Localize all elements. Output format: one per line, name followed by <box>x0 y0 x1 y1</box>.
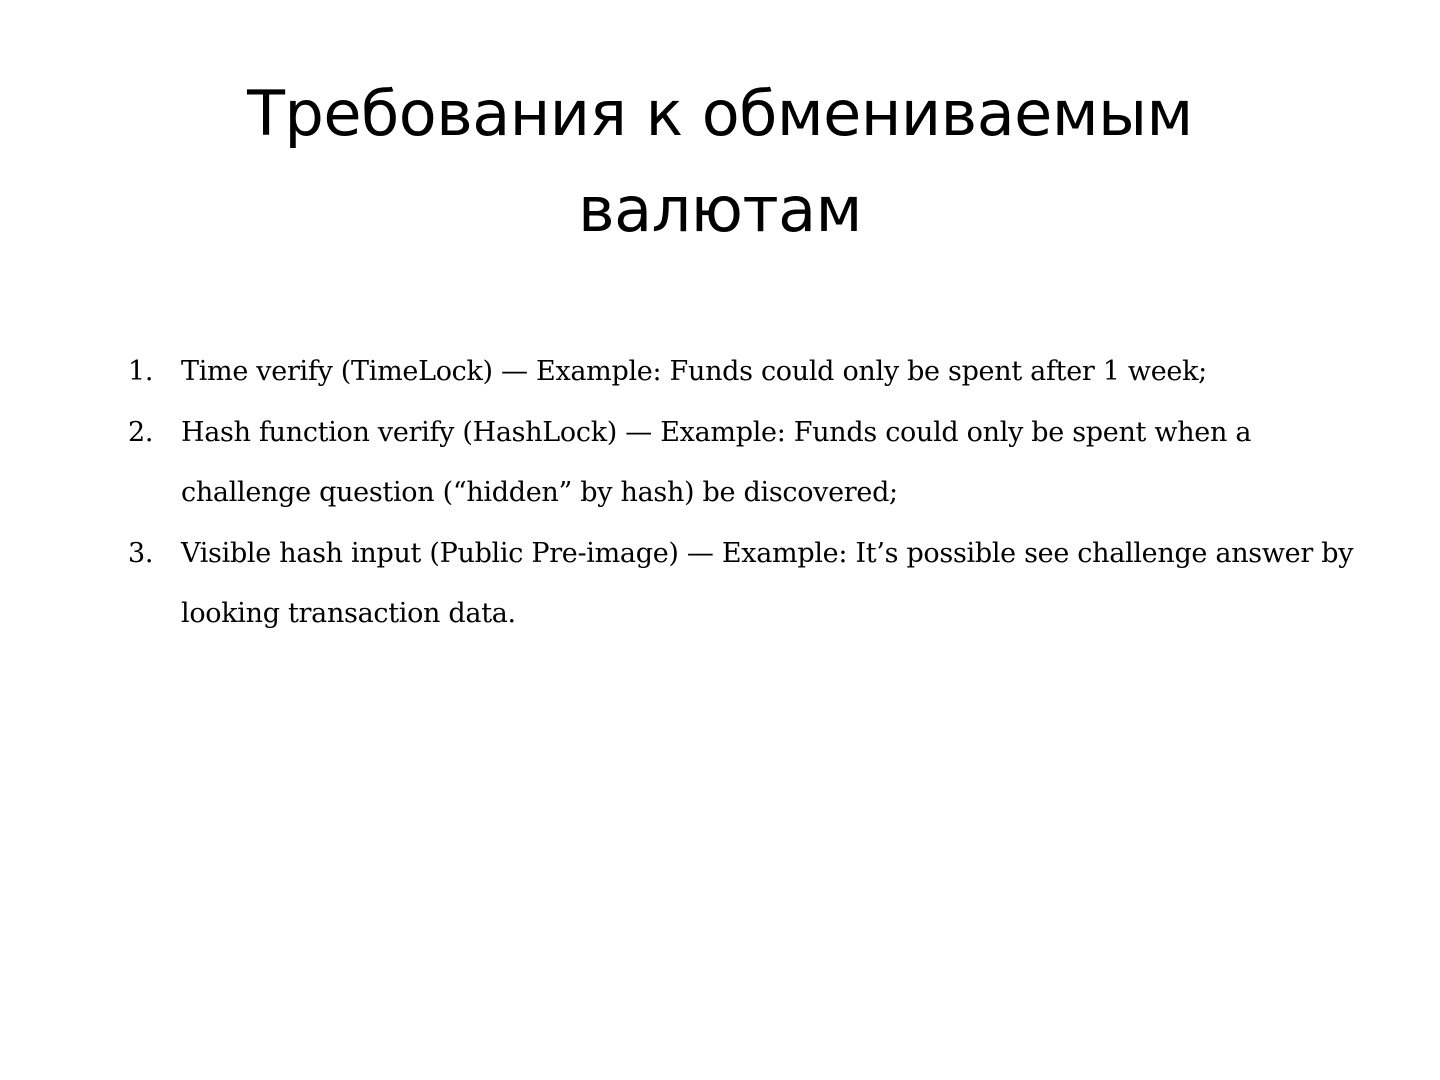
list-item-number: 2. <box>128 416 154 448</box>
requirements-list <box>128 342 1378 645</box>
list-item <box>128 403 1378 524</box>
list-item-text: Visible hash input (Public Pre-image) — Example: It’s possible see challenge answer by looking transaction data. <box>181 537 1354 629</box>
list-item <box>128 524 1378 645</box>
list-item-text: Time verify (TimeLock) — Example: Funds could only be spent after 1 week; <box>181 356 1207 387</box>
list-item-number: 1. <box>128 356 154 387</box>
list-item-number: 3. <box>128 537 154 569</box>
slide-title: Требования к обмениваемым валютам <box>247 77 1193 246</box>
list-item-text: Hash function verify (HashLock) — Example: Funds could only be spent when a challenge question (“hidden” by hash) be discovered; <box>181 416 1252 508</box>
list-item <box>128 342 1378 403</box>
